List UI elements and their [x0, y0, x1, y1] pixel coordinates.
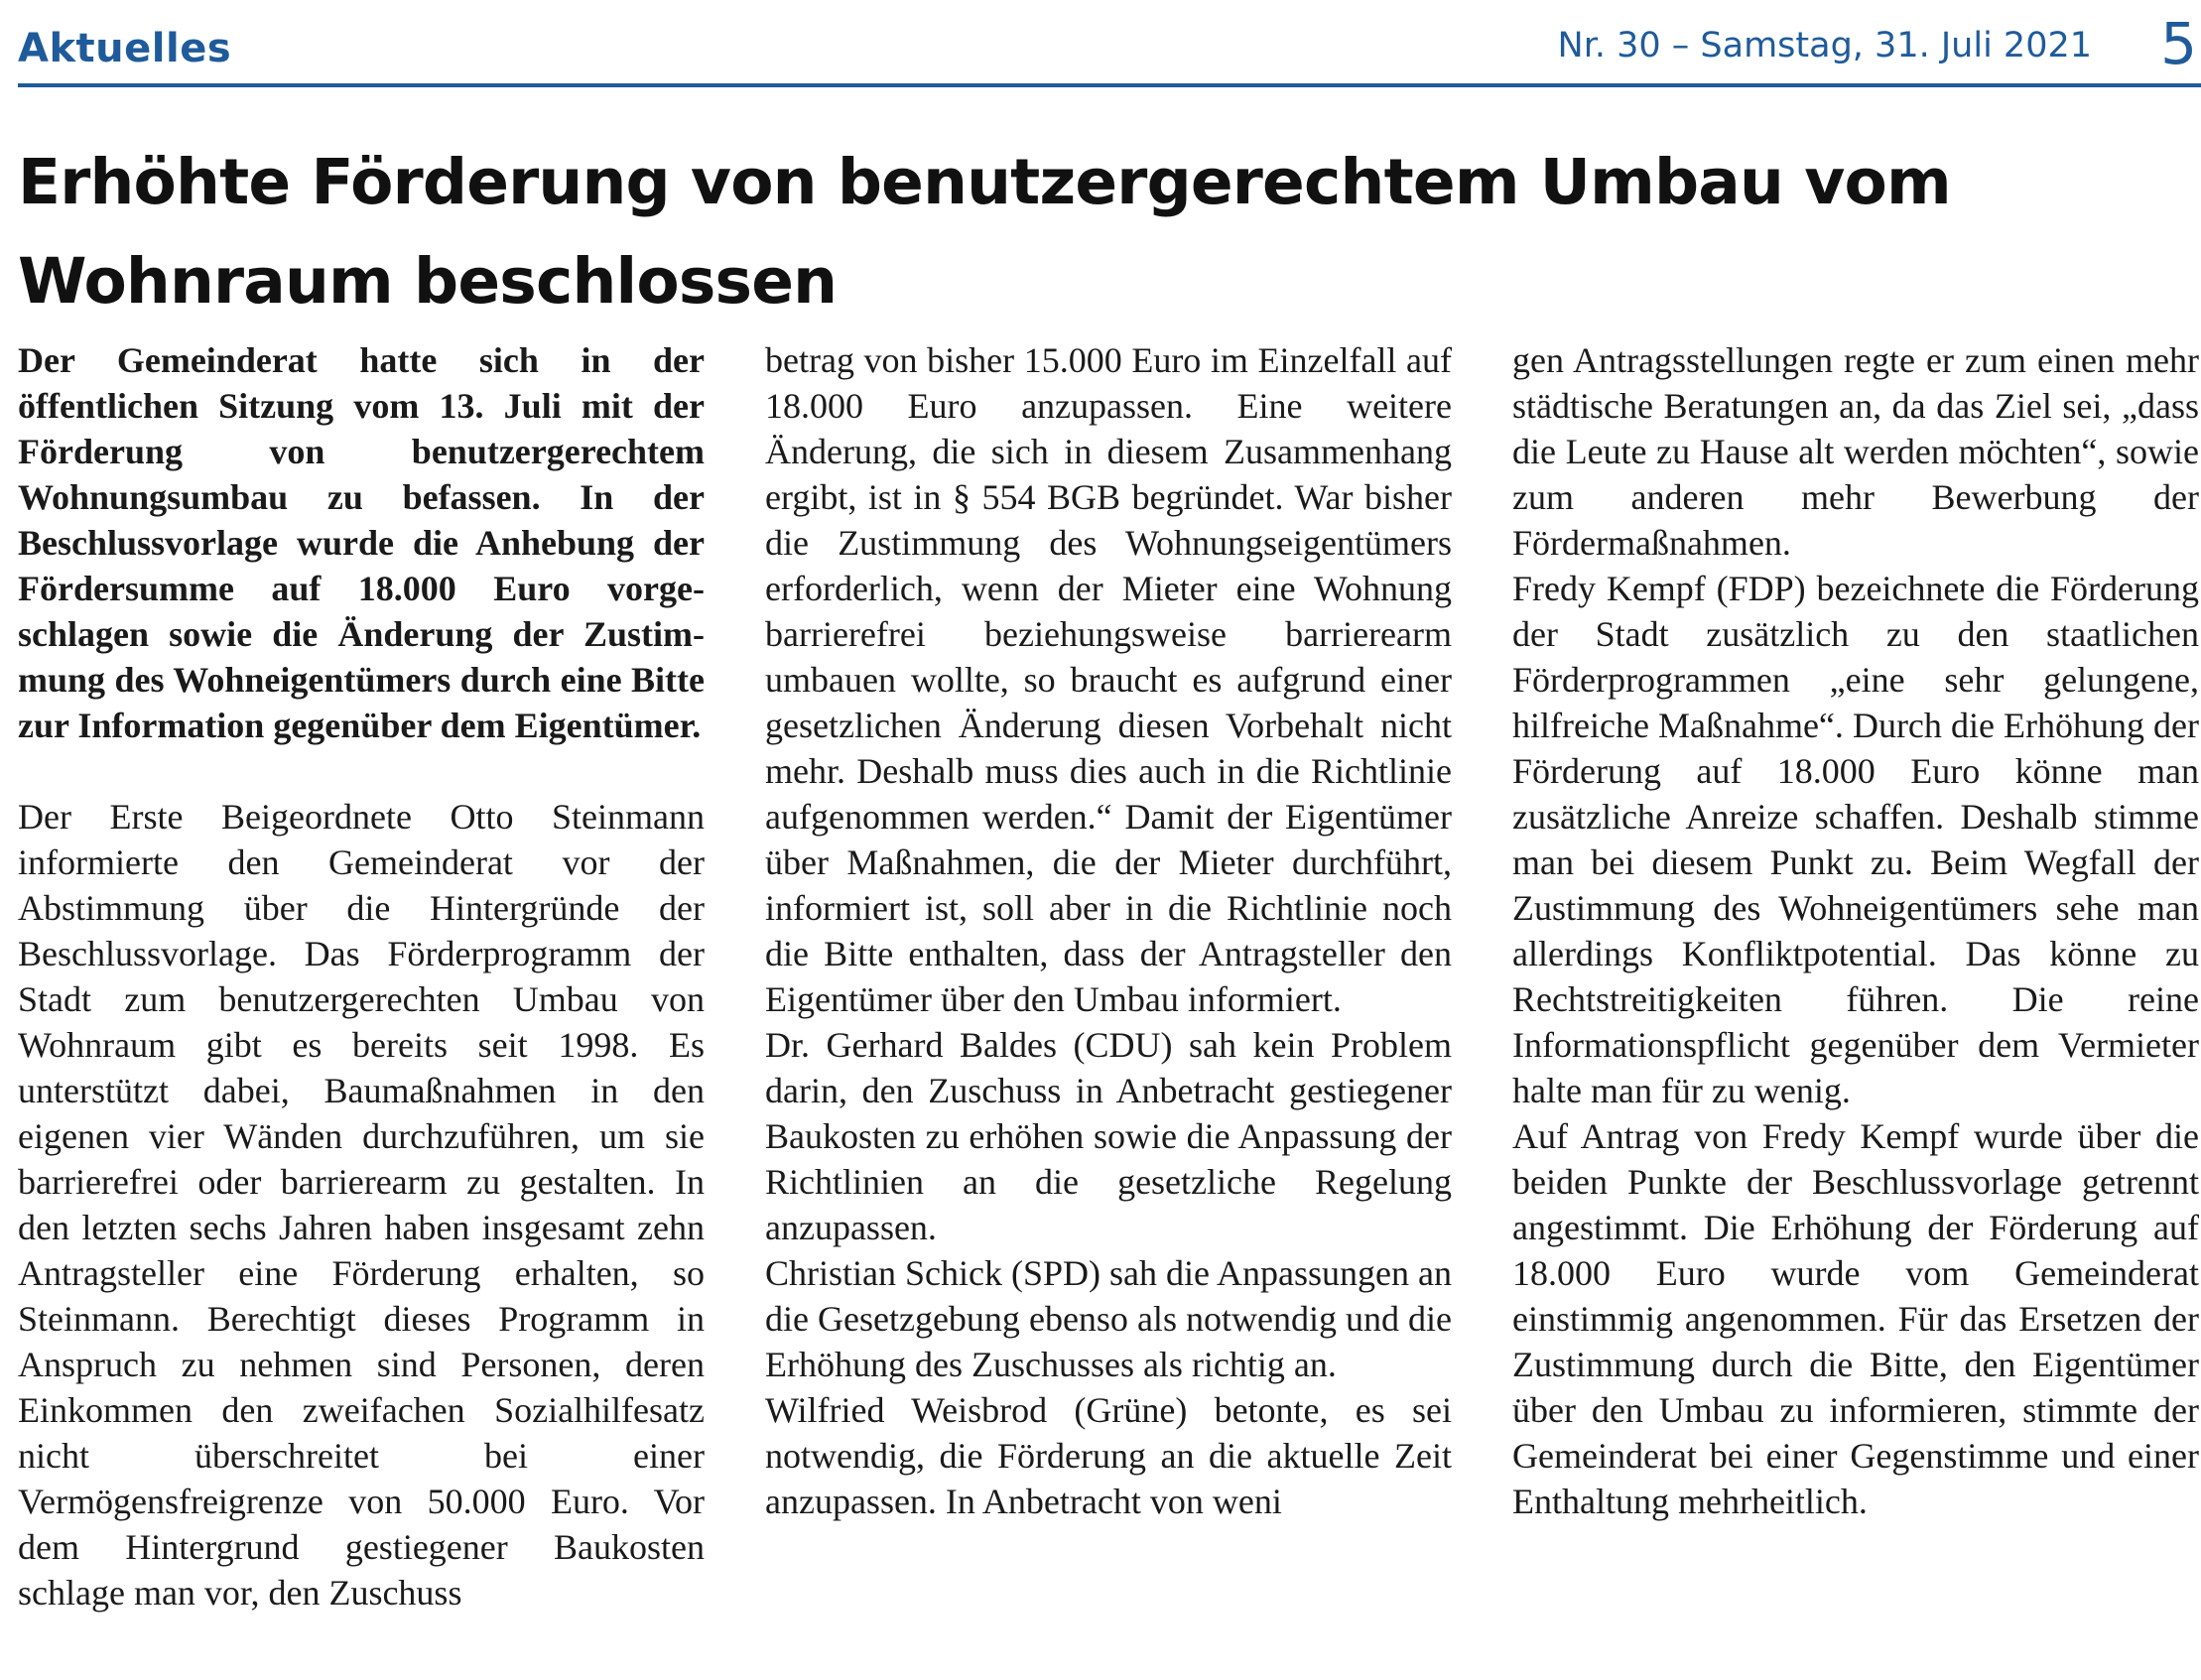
- issue-date: Nr. 30 – Samstag, 31. Juli 2021: [1557, 26, 2092, 65]
- body-paragraph: gen Antragsstellungen regte er zum einen mehr städtische Beratungen an, da das Ziel sei, „dass die Leute zu Hause alt werden möchten“, sowie zum anderen mehr Bewerbung der Fördermaßnahmen.: [1512, 340, 2199, 563]
- article-column-3: [1512, 337, 2199, 1680]
- lead-paragraph: Der Gemeinderat hatte sich in der öffentlichen Sitzung vom 13. Juli mit der Förderung von benutzergerechtem Wohnungsumbau zu befassen. In der Beschlussvorlage wurde die Anhebung der Fördersumme auf 18.000 Euro vorgeschlagen sowie die Änderung der Zustimmung des Wohneigentümers durch eine Bitte zur Information gegenüber dem Eigentümer.: [18, 340, 705, 745]
- article-column-1: [18, 337, 705, 1680]
- body-paragraph: Auf Antrag von Fredy Kempf wurde über die beiden Punkte der Beschlussvorlage getrennt angestimmt. Die Erhöhung der Förderung auf 18.000 Euro wurde vom Gemeinderat einstimmig angenommen. Für das Ersetzen der Zustimmung durch die Bitte, den Eigentümer über den Umbau zu informieren, stimmte der Gemeinderat bei einer Gegenstimme und einer Enthaltung mehrheitlich.: [1512, 1116, 2199, 1521]
- page-number: 5: [2160, 10, 2197, 77]
- body-paragraph: Wilfried Weisbrod (Grüne) betonte, es sei notwendig, die Förderung an die aktuelle Zeit anzupassen. In Anbetracht von weni: [765, 1390, 1452, 1521]
- article-column-2: [765, 337, 1452, 1680]
- page-header: [18, 0, 2201, 87]
- body-paragraph: Dr. Gerhard Baldes (CDU) sah kein Problem darin, den Zuschuss in Anbetracht gestiegener Baukosten zu erhöhen sowie die Anpassung der Richtlinien an die gesetzliche Regelung anzupassen.: [765, 1025, 1452, 1247]
- body-paragraph: Der Erste Beigeordnete Otto Steinmann informierte den Gemeinderat vor der Abstimmung über die Hintergründe der Beschlussvorlage. Das Förderprogramm der Stadt zum benutzergerechten Umbau von Wohnraum gibt es bereits seit 1998. Es unterstützt dabei, Baumaßnahmen in den eigenen vier Wänden durchzuführen, um sie barrierefrei oder barrierearm zu gestalten. In den letzten sechs Jahren haben insgesamt zehn Antragsteller eine Förderung erhalten, so Steinmann. Berechtigt dieses Programm in Anspruch zu nehmen sind Personen, deren Einkommen den zweifachen Sozialhilfesatz nicht überschreitet bei einer Vermögensfreigrenze von 50.000 Euro. Vor dem Hintergrund gestiegener Baukosten schlage man vor, den Zuschuss: [18, 797, 705, 1613]
- article-headline: Erhöhte Förderung von benutzergerechtem Umbau vom Wohnraum beschlossen: [18, 146, 1951, 318]
- body-paragraph: Fredy Kempf (FDP) bezeichnete die Förderung der Stadt zusätzlich zu den staatlichen Förderprogrammen „eine sehr gelungene, hilfreiche Maßnahme“. Durch die Erhöhung der Förderung auf 18.000 Euro könne man zusätzliche Anreize schaffen. Deshalb stimme man bei diesem Punkt zu. Beim Wegfall der Zustimmung des Wohneigentümers sehe man allerdings Konfliktpotential. Das könne zu Rechtstreitigkeiten führen. Die reine Informationspflicht gegenüber dem Vermieter halte man für zu wenig.: [1512, 569, 2199, 1110]
- body-paragraph: Christian Schick (SPD) sah die Anpassungen an die Gesetzgebung ebenso als notwendig und die Erhöhung des Zuschusses als richtig an.: [765, 1253, 1452, 1384]
- section-label: Aktuelles: [18, 26, 232, 71]
- body-paragraph: betrag von bisher 15.000 Euro im Einzelfall auf 18.000 Euro anzupassen. Eine weitere Änderung, die sich in diesem Zusammenhang ergibt, ist in § 554 BGB begründet. War bisher die Zustimmung des Wohnungseigentümers erforderlich, wenn der Mieter eine Wohnung barrierefrei beziehungsweise barrierearm umbauen wollte, so braucht es aufgrund einer gesetzlichen Änderung diesen Vorbehalt nicht mehr. Deshalb muss dies auch in die Richtlinie aufgenommen werden.“ Damit der Eigentümer über Maßnahmen, die der Mieter durchführt, informiert ist, soll aber in die Richtlinie noch die Bitte enthalten, dass der Antragsteller den Eigentümer über den Umbau informiert.: [765, 340, 1452, 1019]
